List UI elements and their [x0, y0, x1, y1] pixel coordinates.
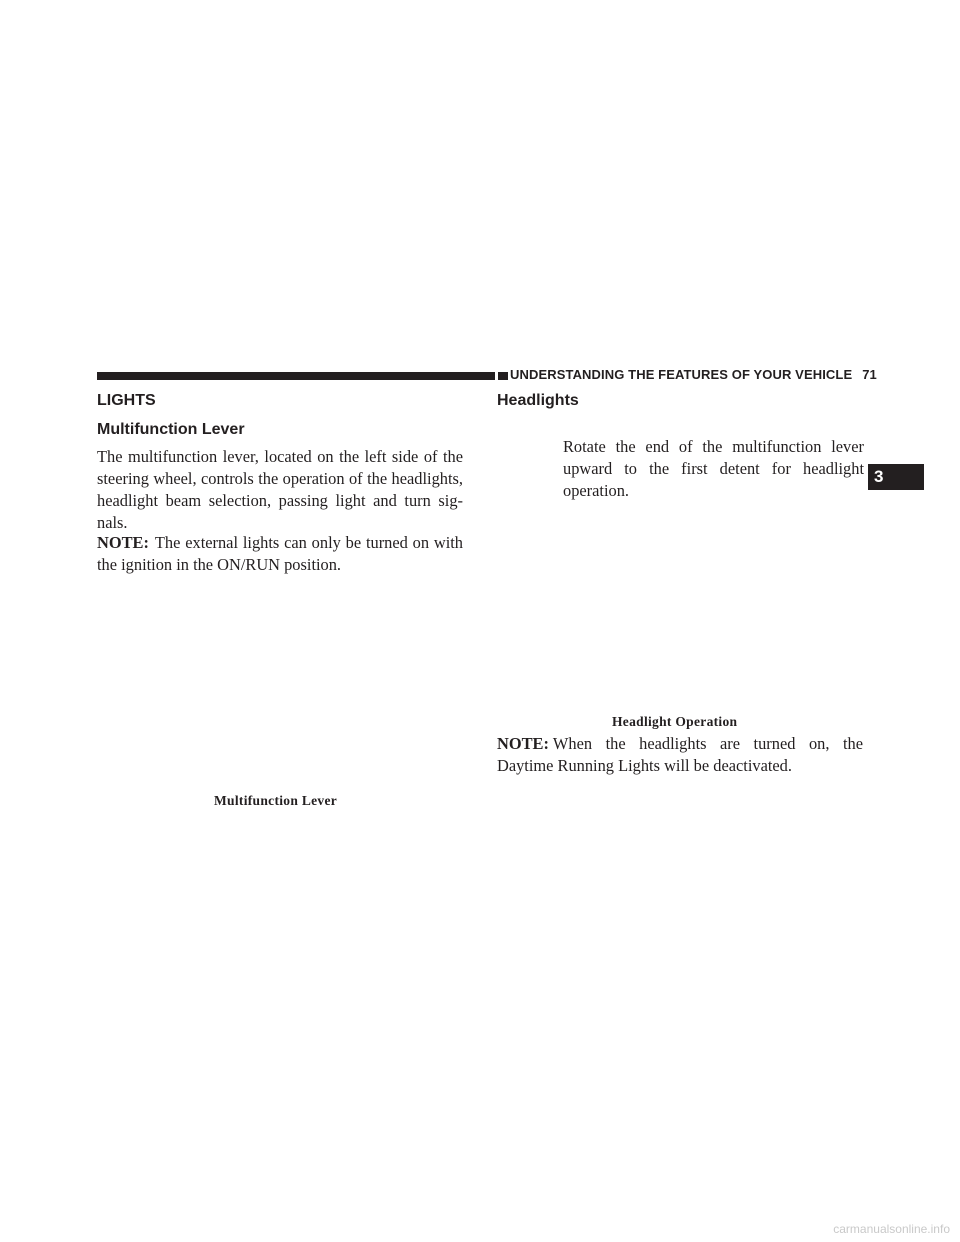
note-external-lights: [97, 532, 463, 576]
footer-watermark: carmanualsonline.info: [833, 1222, 950, 1236]
section-title: UNDERSTANDING THE FEATURES OF YOUR VEHICLE: [510, 367, 853, 382]
page-number: 71: [862, 367, 877, 382]
headlight-instruction: Rotate the end of the multifunction lever upward to the first detent for headlight operation.: [563, 437, 864, 500]
header-rule-right: [498, 372, 508, 380]
subheading-multifunction-lever: Multifunction Lever: [97, 421, 245, 438]
chapter-tab: 3: [868, 464, 924, 490]
subheading-headlights: Headlights: [497, 392, 579, 409]
running-header: [510, 367, 877, 382]
note-text: The external lights can only be turned on with the ignition in the ON/RUN position.: [97, 533, 463, 574]
figure-caption-multifunction-lever: Multifunction Lever: [214, 793, 338, 808]
header-rule-left: [97, 372, 495, 380]
note-label: NOTE:: [497, 734, 549, 753]
figure-caption-headlight-operation: Headlight Operation: [612, 714, 738, 729]
note-text: When the headlights are turned on, the Daytime Running Lights will be deactivated.: [497, 734, 863, 775]
note-label: NOTE:: [97, 533, 149, 552]
section-heading-lights: LIGHTS: [97, 392, 156, 409]
note-daytime-running-lights: [497, 733, 863, 777]
multifunction-lever-paragraph: The multifunction lever, located on the left side of the steering wheel, controls the operation of the headlights, headlight beam selection, passing light and turn sig-nals.: [97, 447, 463, 532]
